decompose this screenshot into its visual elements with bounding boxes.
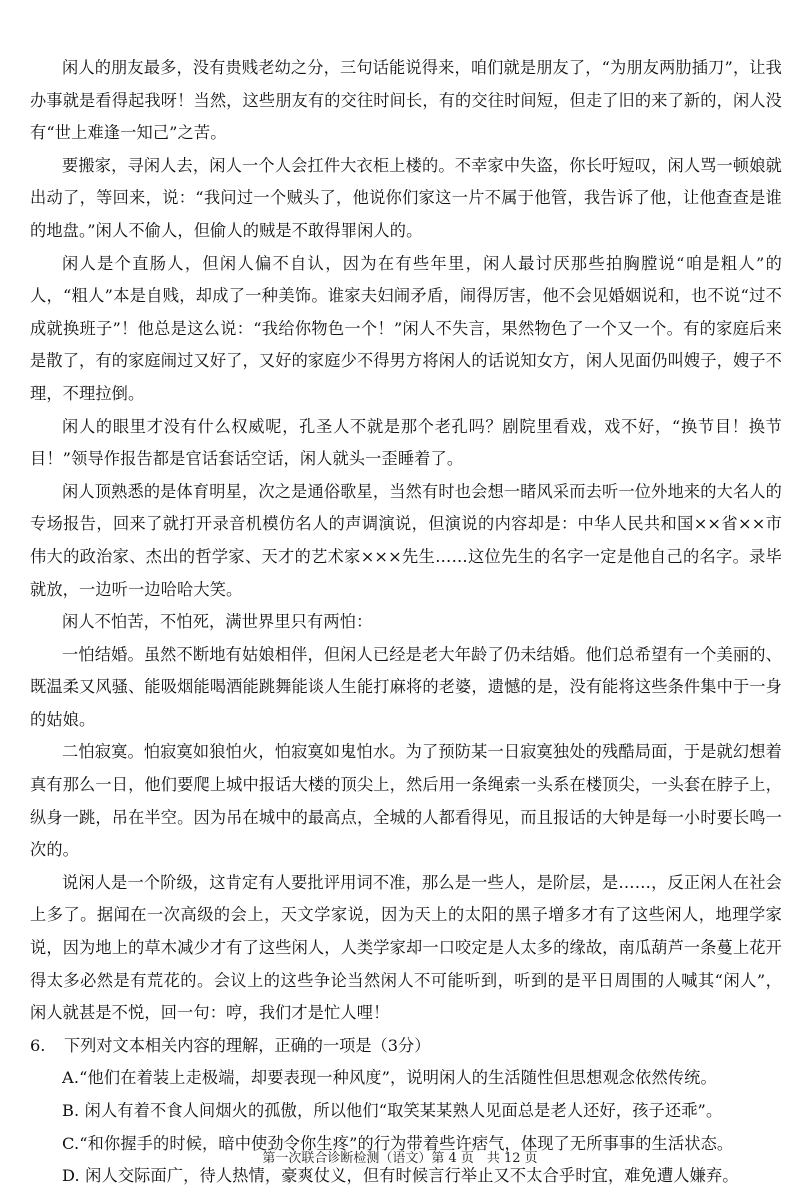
passage-paragraph-9: 说闲人是一个阶级，这肯定有人要批评用词不准，那么是一些人，是阶层，是……，反正闲人在社会上多了。据闻在一次高级的会上，天文学家说，因为天上的太阳的黑子增多才有了这些闲人，地理学家说，因为地上的草木减少才有了这些闲人，人类学家却一口咬定是人太多的缘故，南瓜葫芦一条蔓上花开得太多必然是有荒花的。会议上的这些争论当然闲人不可能听到，听到的是平日周围的人喊其“闲人”，闲人就甚是不悦，回一句：哼，我们才是忙人哩！ — [30, 872, 782, 1023]
question-option-d: D. 闲人交际面广，待人热情，豪爽仗义，但有时候言行举止又不太合乎时宜，难免遭人嫌弃。 — [62, 1166, 739, 1186]
page-footer: 第一次联合诊断检测（语文）第 4 页 共 12 页 — [262, 1151, 538, 1166]
passage-paragraph-7: 一怕结婚。虽然不断地有姑娘相伴，但闲人已经是老大年龄了仍未结婚。他们总希望有一个美丽的、既温柔又风骚、能吸烟能喝酒能跳舞能谈人生能打麻将的老婆，遗憾的是，没有能将这些条件集中于一身的姑娘。 — [30, 644, 782, 729]
passage-paragraph-3: 闲人是个直肠人，但闲人偏不自认，因为在有些年里，闲人最讨厌那些拍胸膛说“咱是粗人”的人，“粗人”本是自贱，却成了一种美饰。谁家夫妇闹矛盾，闹得厉害，他不会见婚姻说和，也不说“过不成就换班子”！他总是这么说：“我给你物色一个！”闲人不失言，果然物色了一个又一个。有的家庭后来是散了，有的家庭闹过又好了，又好的家庭少不得男方将闲人的话说知女方，闲人见面仍叫嫂子，嫂子不理，不理拉倒。 — [30, 253, 782, 403]
passage-paragraph-2: 要搬家，寻闲人去，闲人一个人会扛件大衣柜上楼的。不幸家中失盗，你长吁短叹，闲人骂一顿娘就出动了，等回来，说：“我问过一个贼头了，他说你们家这一片不属于他管，我告诉了他，让他查查是谁的地盘。”闲人不偷人，但偷人的贼是不敢得罪闲人的。 — [30, 155, 782, 240]
passage-paragraph-5: 闲人顶熟悉的是体育明星，次之是通俗歌星，当然有时也会想一睹风采而去听一位外地来的大名人的专场报告，回来了就打开录音机模仿名人的声调演说，但演说的内容却是：中华人民共和国××省××市伟大的政治家、杰出的哲学家、天才的艺术家×××先生……这位先生的名字一定是他自己的名字。录毕就放，一边听一边哈哈大笑。 — [30, 481, 782, 599]
question-stem-text: 下列对文本相关内容的理解，正确的一项是（3分） — [64, 1035, 431, 1055]
passage-content — [30, 52, 782, 1193]
passage-paragraph-1: 闲人的朋友最多，没有贵贱老幼之分，三句话能说得来，咱们就是朋友了，“为朋友两肋插刀”，让我办事就是看得起我呀！当然，这些朋友有的交往时间长，有的交往时间短，但走了旧的来了新的，闲人没有“世上难逢一知己”之苦。 — [30, 58, 782, 143]
passage-paragraph-6: 闲人不怕苦，不怕死，满世界里只有两怕： — [62, 612, 373, 632]
passage-paragraph-4: 闲人的眼里才没有什么权威呢，孔圣人不就是那个老孔吗？剧院里看戏，戏不好，“换节目！换节目！”领导作报告都是官话套话空话，闲人就头一歪睡着了。 — [30, 416, 782, 469]
question-number: 6. — [30, 1035, 46, 1055]
question-option-c: C.“和你握手的时候，暗中使劲令你生疼”的行为带着些许痞气，体现了无所事事的生活状态。 — [62, 1133, 734, 1153]
question-6-stem — [30, 1030, 782, 1063]
question-option-b: B. 闲人有着不食人间烟火的孤傲，所以他们“取笑某某熟人见面总是老人还好，孩子还乖”。 — [62, 1101, 723, 1120]
question-option-a: A.“他们在着装上走极端，却要表现一种风度”，说明闲人的生活随性但思想观念依然传统。 — [62, 1068, 717, 1088]
passage-paragraph-8: 二怕寂寞。怕寂寞如狼怕火，怕寂寞如鬼怕水。为了预防某一日寂寞独处的残酷局面，于是就幻想着真有那么一日，他们要爬上城中报话大楼的顶尖上，然后用一条绳索一头系在楼顶尖，一头套在脖子上，纵身一跳，吊在半空。因为吊在城中的最高点，全城的人都看得见，而且报话的大钟是每一小时要长鸣一次的。 — [30, 742, 782, 860]
